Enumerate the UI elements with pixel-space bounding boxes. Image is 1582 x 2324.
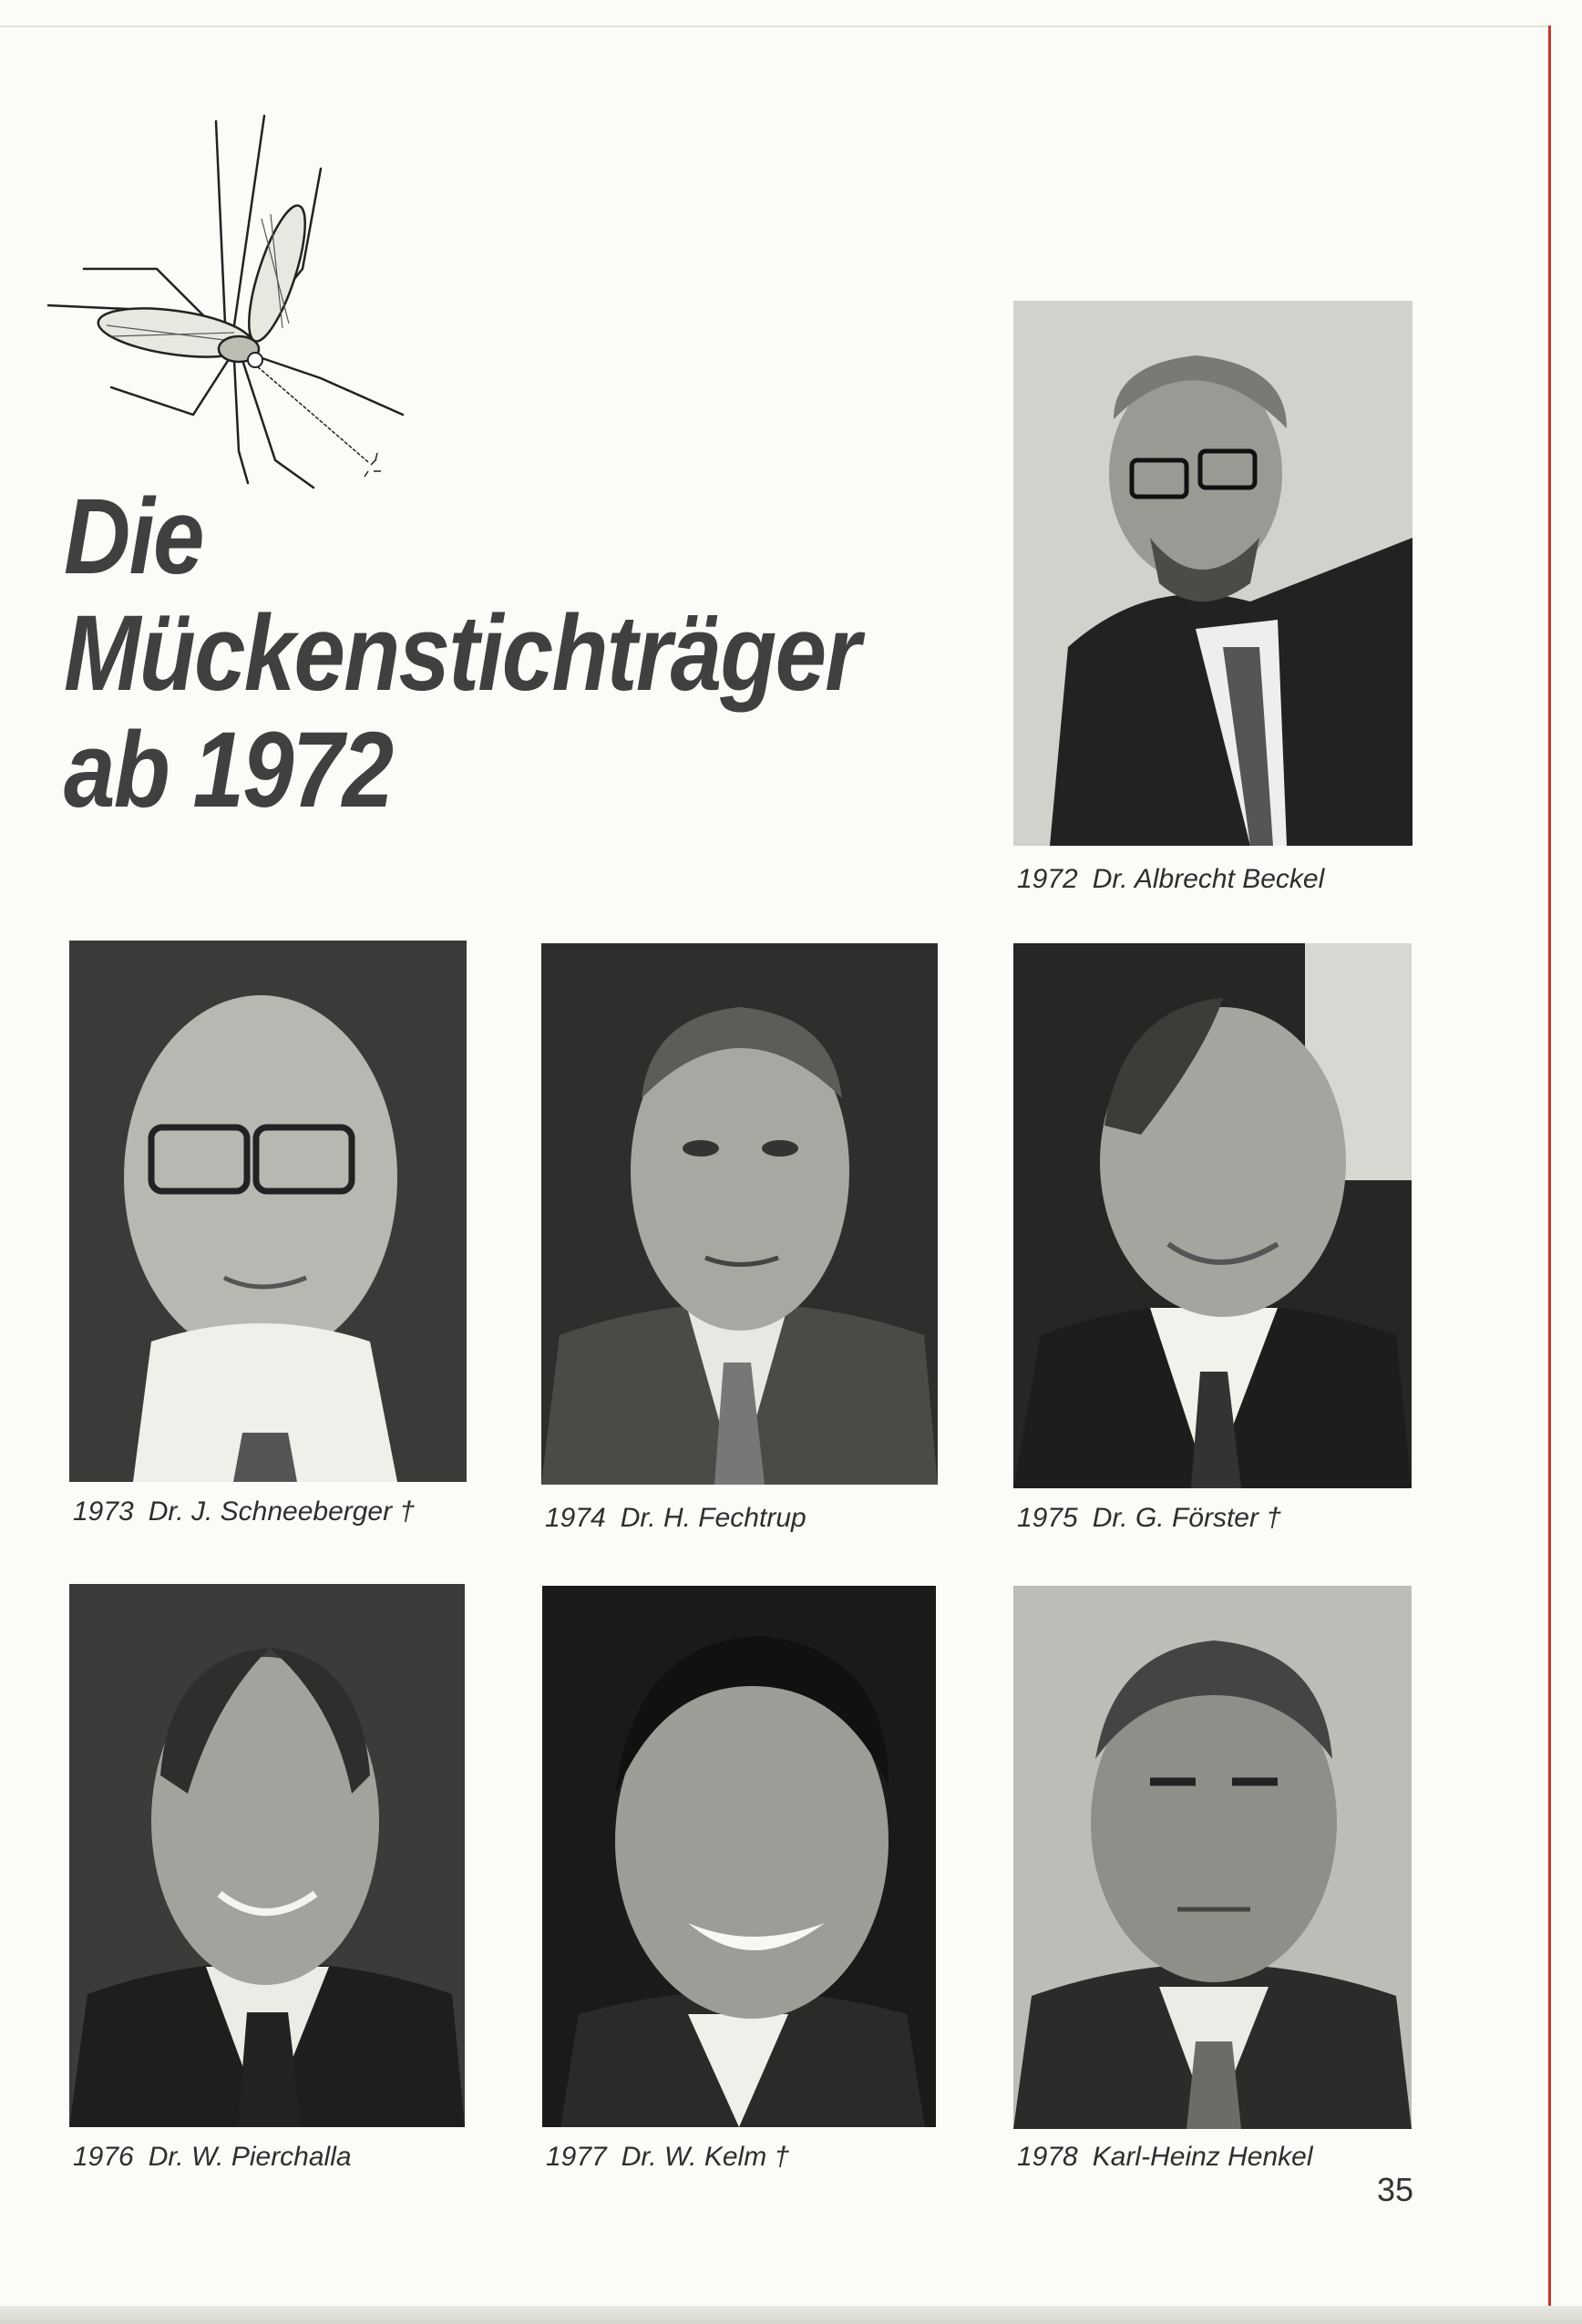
portrait-year: 1974: [545, 1503, 606, 1533]
title-line-2: Mückenstichträger: [64, 593, 860, 714]
title-line-1: Die: [64, 477, 203, 597]
portrait-name: Karl-Heinz Henkel: [1092, 2142, 1313, 2172]
portrait-caption: [1017, 2142, 1313, 2173]
portrait-photo: [541, 943, 938, 1485]
portrait-caption: [73, 2142, 352, 2173]
portrait-photo: [1013, 1586, 1412, 2129]
portrait-name: Dr. Albrecht Beckel: [1092, 864, 1325, 894]
deceased-mark: †: [1266, 1503, 1282, 1533]
portrait-year: 1972: [1017, 864, 1078, 894]
portrait-photo: [1013, 301, 1412, 846]
portrait-year: 1978: [1017, 2142, 1078, 2172]
portrait-name: Dr. G. Förster: [1092, 1503, 1258, 1533]
portrait-year: 1975: [1017, 1503, 1078, 1533]
portrait-caption: [546, 2142, 789, 2173]
portrait-photo: [69, 1584, 465, 2127]
portrait-year: 1976: [73, 2142, 134, 2172]
portrait-caption: [545, 1503, 806, 1534]
portrait-name: Dr. W. Kelm: [621, 2142, 767, 2172]
portrait-photo: [1013, 943, 1412, 1488]
portrait-caption: [1017, 1503, 1281, 1534]
portrait-photo: [542, 1586, 936, 2127]
portrait-name: Dr. H. Fechtrup: [620, 1503, 806, 1533]
page-title: [64, 478, 859, 828]
portrait-caption: [73, 1496, 415, 1527]
page-bottom-strip: [0, 2306, 1582, 2324]
portrait-photo: [69, 941, 467, 1482]
page-number: 35: [1376, 2171, 1413, 2208]
deceased-mark: †: [399, 1496, 416, 1527]
title-line-3: ab 1972: [64, 710, 393, 830]
portrait-year: 1973: [73, 1496, 134, 1527]
page-right-edge: [1548, 26, 1551, 2324]
portrait-name: Dr. J. Schneeberger: [148, 1496, 393, 1527]
portrait-year: 1977: [546, 2142, 607, 2172]
portrait-caption: [1017, 864, 1324, 895]
portrait-name: Dr. W. Pierchalla: [148, 2142, 352, 2172]
deceased-mark: †: [774, 2142, 790, 2172]
mosquito-illustration: [47, 114, 412, 497]
page-top-edge: [0, 26, 1549, 27]
